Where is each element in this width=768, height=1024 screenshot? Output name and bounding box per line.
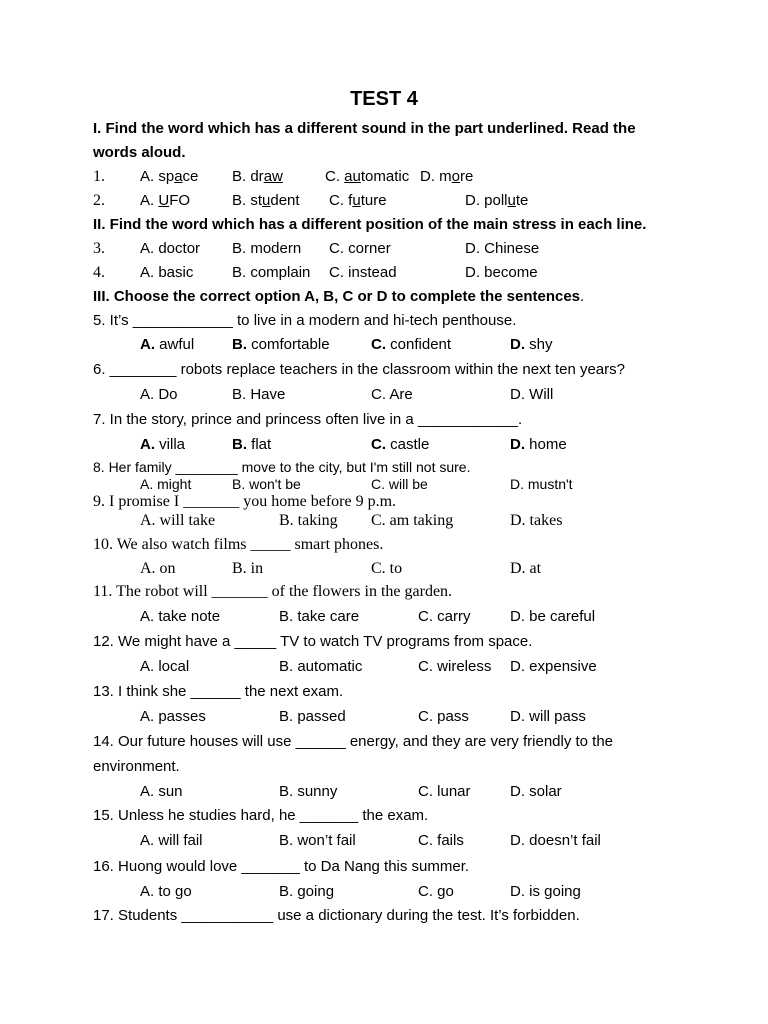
option-d: D. at bbox=[510, 560, 542, 577]
option-d: D. shy bbox=[510, 336, 553, 353]
option-d: D. be careful bbox=[510, 608, 596, 625]
question-15-stem: 15. Unless he studies hard, he _______ the exam. bbox=[93, 807, 429, 824]
option-d: D. mustn't bbox=[510, 476, 573, 492]
option-d: D. doesn’t fail bbox=[510, 832, 601, 849]
option-c: C. fails bbox=[418, 832, 464, 849]
option-b: B. won’t fail bbox=[279, 832, 356, 849]
option-a: A. passes bbox=[140, 708, 206, 725]
question-8-stem: 8. Her family ________ move to the city, but I'm still not sure. bbox=[93, 459, 471, 475]
question-17-stem: 17. Students ___________ use a dictionary during the test. It’s forbidden. bbox=[93, 907, 580, 924]
option-c: C. pass bbox=[418, 708, 469, 725]
option-c: C. confident bbox=[371, 336, 452, 353]
option-d: D. become bbox=[465, 264, 538, 281]
option-d: D. solar bbox=[510, 783, 562, 800]
option-d: D. more bbox=[420, 168, 474, 185]
option-a: A. doctor bbox=[140, 240, 201, 257]
question-16-stem: 16. Huong would love _______ to Da Nang this summer. bbox=[93, 858, 470, 875]
option-c: C. carry bbox=[418, 608, 471, 625]
option-b: B. flat bbox=[232, 436, 272, 453]
option-c: C. instead bbox=[329, 264, 397, 281]
option-a: A. will take bbox=[140, 512, 216, 529]
option-b: B. going bbox=[279, 883, 335, 900]
section-1-heading-line-1: I. Find the word which has a different sound in the part underlined. Read the bbox=[93, 120, 636, 137]
option-b: B. passed bbox=[279, 708, 346, 725]
option-a: A. take note bbox=[140, 608, 221, 625]
option-d: D. expensive bbox=[510, 658, 597, 675]
option-d: D. takes bbox=[510, 512, 563, 529]
option-a: A. basic bbox=[140, 264, 194, 281]
section-2-heading: II. Find the word which has a different position of the main stress in each line. bbox=[93, 216, 647, 233]
option-d: D. home bbox=[510, 436, 567, 453]
option-b: B. Have bbox=[232, 386, 286, 403]
option-d: D. Chinese bbox=[465, 240, 540, 257]
option-c: C. am taking bbox=[371, 512, 454, 529]
option-a: A. Do bbox=[140, 386, 178, 403]
option-a: A. space bbox=[140, 168, 199, 185]
option-b: B. comfortable bbox=[232, 336, 330, 353]
option-b: B. taking bbox=[279, 512, 338, 529]
option-b: B. draw bbox=[232, 168, 283, 185]
option-c: C. wireless bbox=[418, 658, 492, 675]
option-a: A. awful bbox=[140, 336, 195, 353]
option-a: A. local bbox=[140, 658, 190, 675]
option-b: B. modern bbox=[232, 240, 302, 257]
option-c: C. corner bbox=[329, 240, 391, 257]
question-number: 3. bbox=[93, 240, 105, 257]
option-c: C. Are bbox=[371, 386, 413, 403]
section-3-heading: III. Choose the correct option A, B, C or D to complete the sentences. bbox=[93, 288, 585, 305]
question-5-stem: 5. It’s ____________ to live in a modern and hi-tech penthouse. bbox=[93, 312, 517, 329]
option-a: A. UFO bbox=[140, 192, 191, 209]
option-c: C. castle bbox=[371, 436, 430, 453]
option-d: D. will pass bbox=[510, 708, 586, 725]
option-a: A. on bbox=[140, 560, 176, 577]
option-d: D. is going bbox=[510, 883, 581, 900]
option-a: A. to go bbox=[140, 883, 192, 900]
option-b: B. in bbox=[232, 560, 264, 577]
option-c: C. to bbox=[371, 560, 403, 577]
option-b: B. take care bbox=[279, 608, 360, 625]
option-b: B. won't be bbox=[232, 476, 301, 492]
question-number: 1. bbox=[93, 168, 105, 185]
option-a: A. will fail bbox=[140, 832, 203, 849]
question-number: 2. bbox=[93, 192, 105, 209]
question-6-stem: 6. ________ robots replace teachers in the classroom within the next ten years? bbox=[93, 361, 625, 378]
option-a: A. sun bbox=[140, 783, 183, 800]
section-1-heading-line-2: words aloud. bbox=[93, 144, 186, 161]
question-14-stem-continued: environment. bbox=[93, 758, 180, 775]
test-title: TEST 4 bbox=[350, 88, 418, 110]
question-9-stem: 9. I promise I _______ you home before 9 p.m. bbox=[93, 493, 397, 510]
question-11-stem: 11. The robot will _______ of the flowers in the garden. bbox=[93, 583, 453, 600]
option-a: A. might bbox=[140, 476, 192, 492]
option-a: A. villa bbox=[140, 436, 186, 453]
option-c: C. will be bbox=[371, 476, 428, 492]
question-number: 4. bbox=[93, 264, 105, 281]
option-b: B. automatic bbox=[279, 658, 363, 675]
option-b: B. student bbox=[232, 192, 300, 209]
option-b: B. sunny bbox=[279, 783, 338, 800]
option-c: C. go bbox=[418, 883, 454, 900]
option-b: B. complain bbox=[232, 264, 311, 281]
question-12-stem: 12. We might have a _____ TV to watch TV programs from space. bbox=[93, 633, 533, 650]
option-c: C. automatic bbox=[325, 168, 410, 185]
option-d: D. pollute bbox=[465, 192, 529, 209]
question-14-stem: 14. Our future houses will use ______ energy, and they are very friendly to the bbox=[93, 733, 614, 750]
question-7-stem: 7. In the story, prince and princess often live in a ____________. bbox=[93, 411, 523, 428]
option-c: C. lunar bbox=[418, 783, 471, 800]
option-c: C. future bbox=[329, 192, 387, 209]
option-d: D. Will bbox=[510, 386, 554, 403]
question-13-stem: 13. I think she ______ the next exam. bbox=[93, 683, 344, 700]
question-10-stem: 10. We also watch films _____ smart phones. bbox=[93, 536, 384, 553]
